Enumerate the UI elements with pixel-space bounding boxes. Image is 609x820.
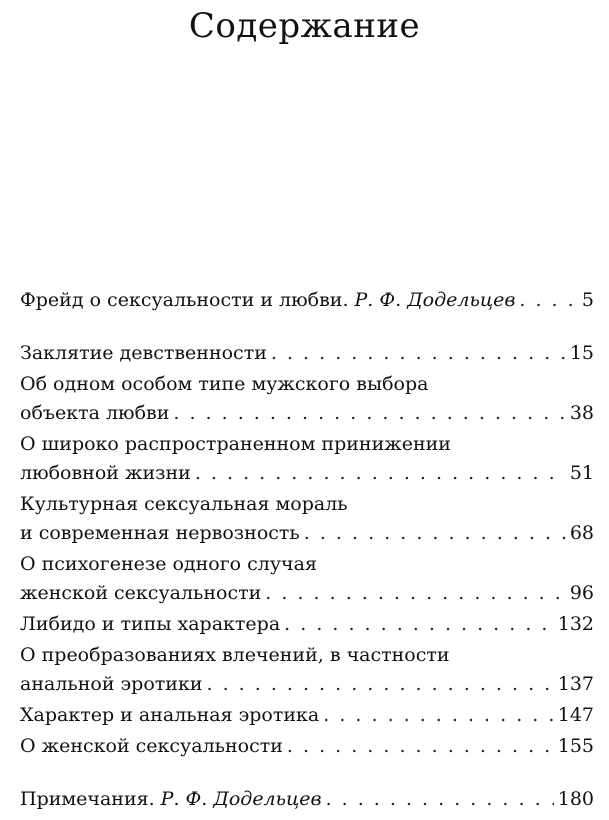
dot-leader — [284, 610, 554, 639]
toc-entry — [20, 610, 594, 639]
entry-title: объекта любви — [20, 402, 170, 424]
entry-title: и современная нервозность — [20, 522, 300, 544]
dot-leader — [207, 670, 554, 699]
dot-leader — [195, 459, 566, 488]
toc-entry — [20, 550, 594, 608]
page-number: 38 — [569, 402, 594, 424]
dot-leader — [519, 286, 578, 315]
dot-leader — [287, 732, 554, 761]
page-number: 68 — [569, 522, 594, 544]
entry-title-line1: О широко распространенном принижении — [20, 433, 451, 455]
toc-entry — [20, 370, 594, 428]
entry-title: О женской сексуальности — [20, 735, 283, 757]
page-number: 147 — [557, 704, 594, 726]
entry-title: Фрейд о сексуальности и любви. — [20, 289, 349, 311]
page-number: 137 — [557, 673, 594, 695]
dot-leader — [304, 519, 566, 548]
entry-title: женской сексуальности — [20, 582, 262, 604]
toc-entry — [20, 785, 594, 814]
entry-title: Заклятие девственности — [20, 342, 267, 364]
entry-title: Характер и анальная эротика — [20, 704, 320, 726]
dot-leader — [265, 579, 566, 608]
entry-title-line1: Культурная сексуальная мораль — [20, 493, 348, 515]
toc-entry — [20, 641, 594, 699]
entry-title: любовной жизни — [20, 462, 191, 484]
page-title: Содержание — [188, 6, 421, 46]
toc-entry — [20, 490, 594, 548]
entry-author: Р. Ф. Додельцев — [354, 289, 516, 311]
entry-author: Р. Ф. Додельцев — [160, 788, 322, 810]
page-number: 180 — [557, 788, 594, 810]
dot-leader — [173, 399, 565, 428]
page-number: 15 — [569, 342, 594, 364]
entry-title: Примечания. — [20, 788, 155, 810]
dot-leader — [326, 785, 554, 814]
page-number: 132 — [557, 613, 594, 635]
toc-entry — [20, 430, 594, 488]
page-number: 155 — [557, 735, 594, 757]
table-of-contents — [20, 286, 594, 814]
entry-title-line1: Об одном особом типе мужского выбора — [20, 373, 429, 395]
entry-title: Либидо и типы характера — [20, 613, 281, 635]
toc-entry — [20, 701, 594, 730]
entry-title-line1: О преобразованиях влечений, в частности — [20, 644, 450, 666]
dot-leader — [323, 701, 553, 730]
entry-title: анальной эротики — [20, 673, 203, 695]
page-number: 51 — [569, 462, 594, 484]
toc-entry — [20, 286, 594, 315]
page-number: 96 — [569, 582, 594, 604]
dot-leader — [271, 339, 566, 368]
toc-entry — [20, 339, 594, 368]
entry-title-line1: О психогенезе одного случая — [20, 553, 317, 575]
page-number: 5 — [581, 289, 594, 311]
toc-entry — [20, 732, 594, 761]
